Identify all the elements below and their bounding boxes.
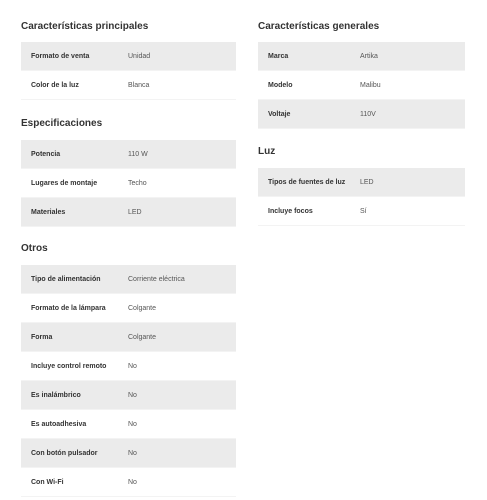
table-row: [258, 42, 465, 71]
spec-label: Con botón pulsador: [21, 439, 128, 468]
spec-label: Formato de venta: [21, 42, 128, 71]
spec-table-especificaciones: [21, 140, 236, 227]
section-title-luz: Luz: [258, 146, 276, 157]
table-row: [21, 198, 236, 227]
table-row: [21, 42, 236, 71]
section-title-otros: Otros: [21, 243, 48, 254]
spec-value: No: [128, 410, 236, 439]
section-title-generales: Características generales: [258, 21, 380, 32]
section-title-especificaciones: Especificaciones: [21, 118, 103, 129]
spec-value: No: [128, 439, 236, 468]
spec-value: LED: [360, 168, 465, 197]
spec-value: 110 W: [128, 140, 236, 169]
spec-value: Blanca: [128, 71, 236, 100]
spec-value: Colgante: [128, 323, 236, 352]
spec-value: Malibu: [360, 71, 465, 100]
spec-label: Formato de la lámpara: [21, 294, 128, 323]
spec-table-generales: [258, 42, 465, 129]
table-row: [21, 410, 236, 439]
table-row: [21, 169, 236, 198]
spec-label: Lugares de montaje: [21, 169, 128, 198]
table-row: [21, 71, 236, 100]
spec-label: Forma: [21, 323, 128, 352]
table-row: [21, 265, 236, 294]
spec-table-luz: [258, 168, 465, 226]
table-row: [258, 100, 465, 129]
table-row: [21, 294, 236, 323]
table-row: [258, 197, 465, 226]
spec-label: Potencia: [21, 140, 128, 169]
spec-label: Modelo: [258, 71, 360, 100]
spec-value: Sí: [360, 197, 465, 226]
spec-label: Incluye control remoto: [21, 352, 128, 381]
section-title-principales: Características principales: [21, 21, 149, 32]
table-row: [21, 468, 236, 497]
spec-value: Corriente eléctrica: [128, 265, 236, 294]
spec-value: No: [128, 381, 236, 410]
table-row: [21, 140, 236, 169]
spec-value: No: [128, 468, 236, 497]
spec-label: Tipos de fuentes de luz: [258, 168, 360, 197]
spec-label: Tipo de alimentación: [21, 265, 128, 294]
spec-value: Colgante: [128, 294, 236, 323]
spec-table-principales: [21, 42, 236, 100]
table-row: [21, 352, 236, 381]
spec-value: No: [128, 352, 236, 381]
table-row: [258, 71, 465, 100]
spec-value: 110V: [360, 100, 465, 129]
spec-label: Es autoadhesiva: [21, 410, 128, 439]
spec-label: Es inalámbrico: [21, 381, 128, 410]
spec-label: Con Wi-Fi: [21, 468, 128, 497]
spec-value: Unidad: [128, 42, 236, 71]
spec-label: Incluye focos: [258, 197, 360, 226]
spec-label: Marca: [258, 42, 360, 71]
table-row: [21, 381, 236, 410]
table-row: [21, 439, 236, 468]
spec-value: Artika: [360, 42, 465, 71]
spec-label: Color de la luz: [21, 71, 128, 100]
spec-value: Techo: [128, 169, 236, 198]
spec-label: Materiales: [21, 198, 128, 227]
spec-value: LED: [128, 198, 236, 227]
table-row: [21, 323, 236, 352]
spec-table-otros: [21, 265, 236, 497]
spec-label: Voltaje: [258, 100, 360, 129]
table-row: [258, 168, 465, 197]
